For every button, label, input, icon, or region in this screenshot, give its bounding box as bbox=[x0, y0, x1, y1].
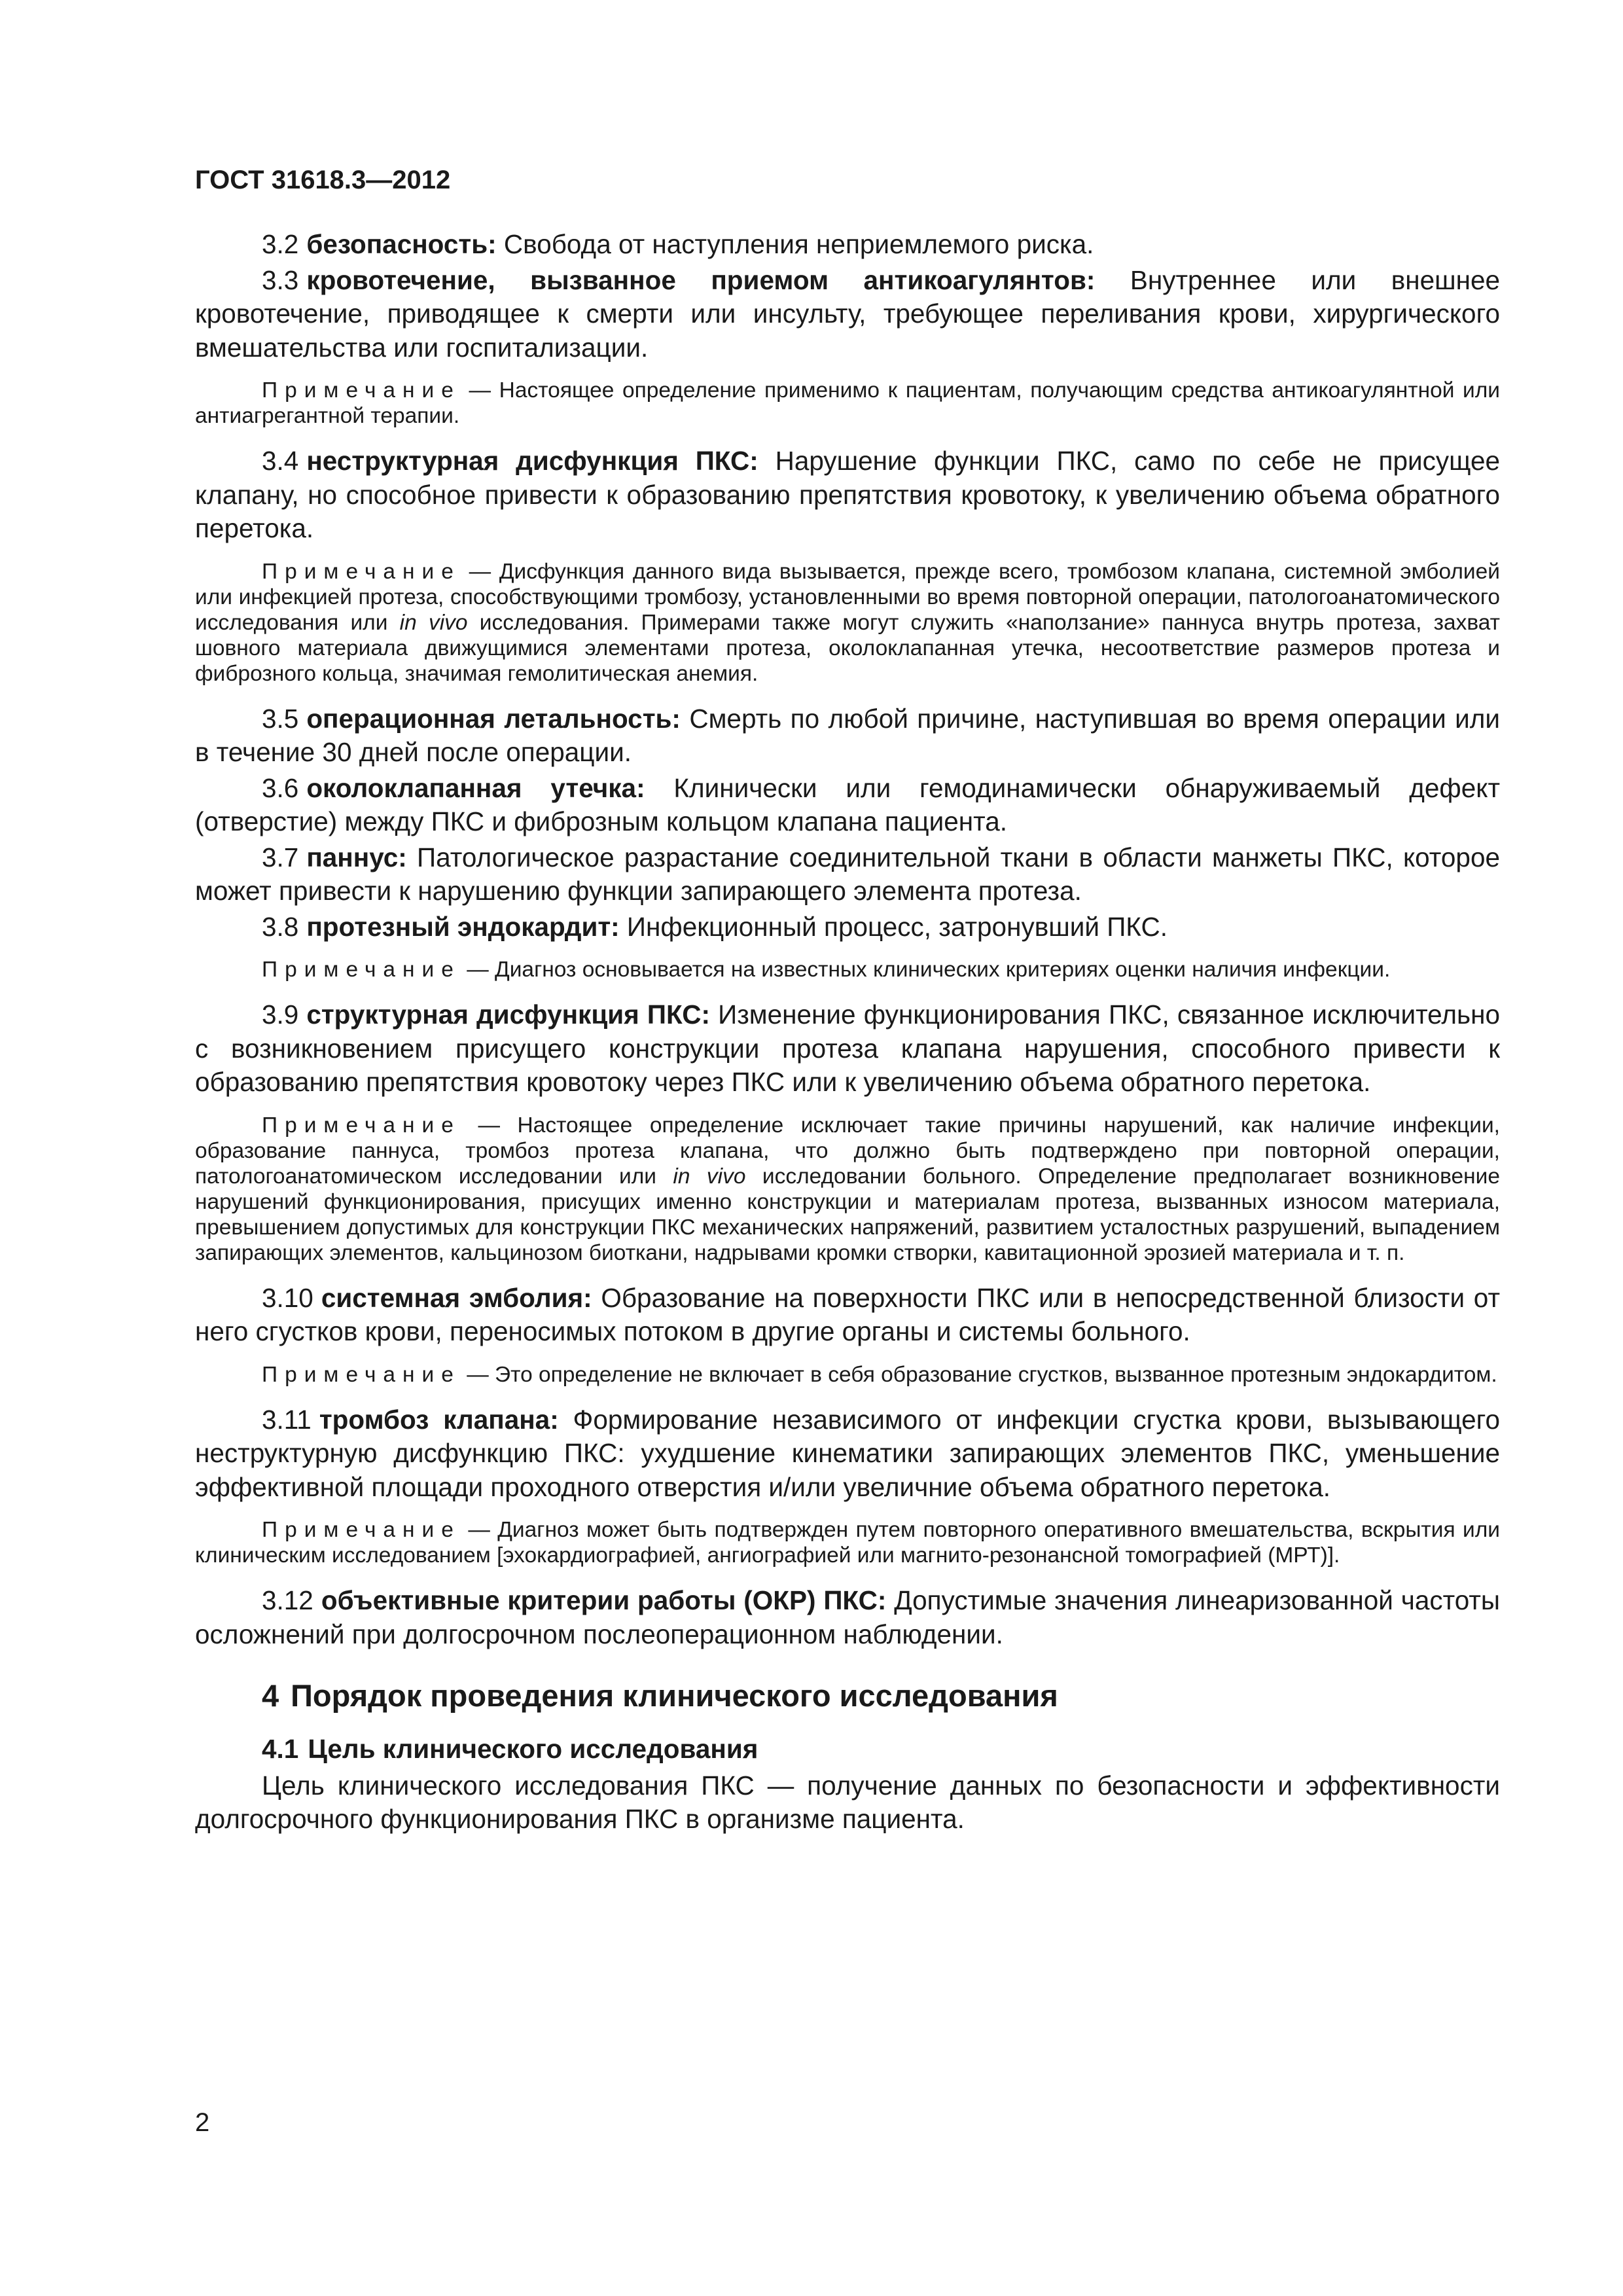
note-3-8: Примечание — Диагноз основывается на известных клинических критериях оценки наличия инфекции. bbox=[262, 958, 1391, 982]
note-3-4: Примечание — Дисфункция данного вида вызывается, прежде всего, тромбозом клапана, системной эмболией или инфекцией протеза, способствующими тромбозу, установленными во время повторной операции, патологоанатомического исследования или in vivo исследования. Примерами также могут служить «наползание» паннуса внутрь протеза, захват шовного материала движущимися элементами протеза, околоклапанная утечка, несоответствие размеров протеза и фиброзного кольца, значимая гемолитическая анемия. bbox=[195, 559, 1500, 686]
definition-3-4: 3.4 неструктурная дисфункция ПКС: Нарушение функции ПКС, само по себе не присущее клапану, но способное привести к образованию препятствия кровотоку, к увеличению объема обратного перетока. bbox=[195, 446, 1501, 543]
section-4-1-paragraph: Цель клинического исследования ПКС — получение данных по безопасности и эффективности долгосрочного функционирования ПКС в организме пациента. bbox=[195, 1770, 1500, 1834]
definition-3-6: 3.6 околоклапанная утечка: Клинически или гемодинамически обнаруживаемый дефект (отверстие) между ПКС и фиброзным кольцом клапана пациента. bbox=[195, 772, 1500, 836]
section-4-heading: 4 Порядок проведения клинического исследования bbox=[262, 1678, 1058, 1713]
note-3-11: Примечание — Диагноз может быть подтвержден путем повторного оперативного вмешательства, вскрытия или клиническим исследованием [эхокардиографией, ангиографией или магнито-резонансной томографией (МРТ)]. bbox=[195, 1518, 1500, 1568]
definition-3-7: 3.7 паннус: Патологическое разрастание соединительной ткани в области манжеты ПКС, которое может привести к нарушению функции запирающего элемента протеза. bbox=[195, 842, 1500, 906]
section-4-1-heading: 4.1 Цель клинического исследования bbox=[262, 1734, 758, 1764]
definition-3-9: 3.9 структурная дисфункция ПКС: Изменение функционирования ПКС, связанное исключительно с возникновением присущего конструкции протеза клапана нарушения, способного привести к образованию препятствия кровотоку через ПКС или к увеличению объема обратного перетока. bbox=[195, 999, 1500, 1097]
definition-3-8: 3.8 протезный эндокардит: Инфекционный процесс, затронувший ПКС. bbox=[262, 911, 1168, 942]
definition-3-2: 3.2 безопасность: Свобода от наступления неприемлемого риска. bbox=[262, 229, 1094, 259]
note-3-10: Примечание — Это определение не включает в себя образование сгустков, вызванное протезным эндокардитом. bbox=[262, 1362, 1497, 1387]
definition-3-5: 3.5 операционная летальность: Смерть по любой причине, наступившая во время операции или в течение 30 дней после операции. bbox=[195, 703, 1500, 767]
definition-3-10: 3.10 системная эмболия: Образование на поверхности ПКС или в непосредственной близости от него сгустков крови, переносимых потоком в другие органы и системы больного. bbox=[195, 1282, 1500, 1346]
definition-3-12: 3.12 объективные критерии работы (ОКР) ПКС: Допустимые значения линеаризованной частоты осложнений при долгосрочном послеоперационном наблюдении. bbox=[195, 1585, 1501, 1649]
document-header: ГОСТ 31618.3—2012 bbox=[195, 166, 451, 194]
note-3-9: Примечание — Настоящее определение исключает такие причины нарушений, как наличие инфекции, образование паннуса, тромбоз протеза клапана, что должно быть подтверждено при повторной операции, патологоанатомическом исследовании или in vivo исследовании больного. Определение предполагает возникновение нарушений функционирования, присущих именно конструкции и материалам протеза, вызванных износом материала, превышением допустимых для конструкции ПКС механических напряжений, развитием усталостных разрушений, выпадением запирающих элементов, кальцинозом биоткани, надрывами кромки створки, кавитационной эрозией материала и т. п. bbox=[195, 1113, 1500, 1265]
note-3-3: Примечание — Настоящее определение применимо к пациентам, получающим средства антикоагулянтной или антиагрегантной терапии. bbox=[195, 378, 1500, 428]
definition-3-11: 3.11 тромбоз клапана: Формирование независимого от инфекции сгустка крови, вызывающего неструктурную дисфункцию ПКС: ухудшение кинематики запирающих элементов ПКС, уменьшение эффективной площади проходного отверстия и/или увеличние объема обратного перетока. bbox=[195, 1404, 1500, 1502]
definition-3-3: 3.3 кровотечение, вызванное приемом антикоагулянтов: Внутреннее или внешнее кровотечение, приводящее к смерти или инсульту, требующее переливания крови, хирургического вмешательства или госпитализации. bbox=[195, 264, 1501, 363]
page-number: 2 bbox=[195, 2108, 210, 2137]
document-body bbox=[195, 228, 1500, 1837]
